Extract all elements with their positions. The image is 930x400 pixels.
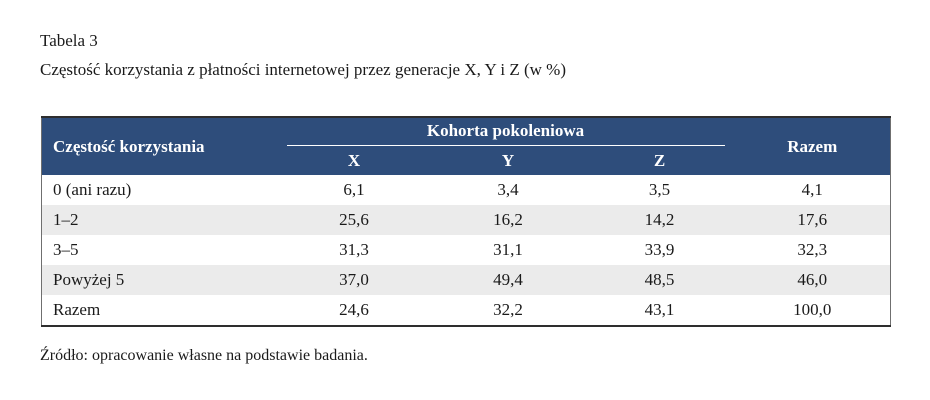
value-cell: 37,0 [339,270,369,289]
value-cell: 25,6 [339,210,369,229]
row-label: Razem [53,300,101,319]
value-cell: 46,0 [797,270,828,289]
column-header-frequency: Częstość korzystania [42,117,277,175]
value-cell: 32,3 [797,240,828,259]
value-cell: 16,2 [493,210,523,229]
value-cell: 3,5 [648,180,671,199]
value-cell: 4,1 [801,180,823,199]
column-group-header-label: Kohorta pokoleniowa [287,118,725,146]
table-row [42,205,891,235]
row-label: 3–5 [53,240,79,259]
value-cell: 24,6 [339,300,369,319]
table-number: Tabela 3 [40,31,98,50]
row-label: Powyżej 5 [53,270,125,289]
column-header-x: X [277,146,432,175]
table-header [42,117,891,175]
column-header-y: Y [432,146,585,175]
table-row [42,265,891,295]
value-cell: 43,1 [644,300,675,319]
column-header-z: Z [585,146,735,175]
value-cell: 17,6 [797,210,828,229]
value-cell: 6,1 [343,180,365,199]
value-cell: 48,5 [644,270,675,289]
column-header-total: Razem [735,117,891,175]
row-label: 0 (ani razu) [53,180,132,199]
value-cell: 31,3 [339,240,369,259]
table-row [42,235,891,265]
value-cell: 3,4 [497,180,519,199]
table-body [42,175,891,326]
source-note: Źródło: opracowanie własne na podstawie badania. [40,347,368,364]
value-cell: 31,1 [493,240,523,259]
group-header-row [42,117,891,146]
table-row [42,295,891,326]
value-cell: 100,0 [793,300,832,319]
value-cell: 14,2 [644,210,675,229]
table-caption: Częstość korzystania z płatności internetowej przez generacje X, Y i Z (w %) [40,60,566,79]
value-cell: 32,2 [493,300,523,319]
value-cell: 33,9 [644,240,675,259]
column-group-header-cohort [277,117,735,146]
row-label: 1–2 [53,210,79,229]
value-cell: 49,4 [493,270,523,289]
frequency-table [41,116,891,327]
table-row [42,175,891,205]
